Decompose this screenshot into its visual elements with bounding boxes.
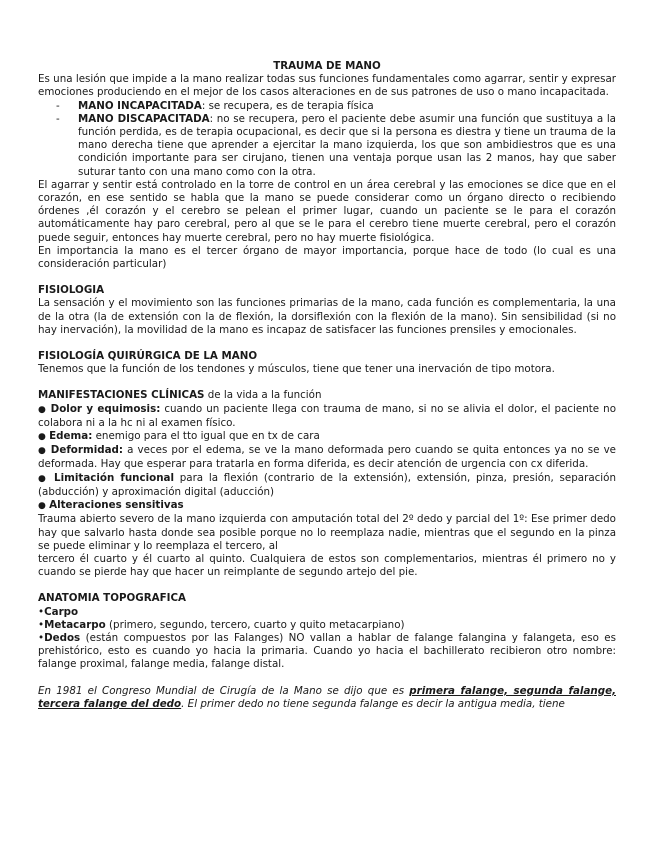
intro-paragraph: Es una lesión que impide a la mano realizar todas sus funciones fundamentales como agarrar, sentir y expresar emociones produciendo en el mejor de los casos alteraciones en de sus patrones de uso o mano incapacitada. [38, 73, 616, 99]
list-item: ● Dolor y equimosis: cuando un paciente llega con trauma de mano, si no se alivia el dolor, el paciente no colabora ni a la hc ni al examen físico. [38, 402, 616, 429]
closing-paragraph: En 1981 el Congreso Mundial de Cirugía de la Mano se dijo que es primera falange, segunda falange, tercera falange del dedo. El primer dedo no tiene segunda falange es decir la antigua media, tiene [38, 684, 616, 710]
list-item [38, 113, 616, 179]
list-item: ● Alteraciones sensitivas [38, 499, 184, 512]
page-title: TRAUMA DE MANO [273, 60, 381, 72]
bullet-icon: ● [38, 432, 46, 443]
bullet-icon: • [38, 618, 45, 631]
control-paragraph: El agarrar y sentir está controlado en la torre de control en un área cerebral y las emociones se dice que en el corazón, en ese sentido se habla que la mano se puede considerar como un órgano directo o recibiendo órdenes ,él corazón y el cerebro se pelean el primer lugar, cuando un paciente se le para el corazón automáticamente hay paro cerebral, pero al que se le para el cerebro tiene muerte cerebral, pero el corazón puede seguir, entonces hay muerte cerebral, pero no hay muerte fisiológica. [38, 178, 616, 244]
underlined-phrase: primera falange, segunda falange, tercera falange del dedo [38, 684, 616, 710]
document-page [38, 60, 616, 711]
trauma-paragraph: Trauma abierto severo de la mano izquierda con amputación total del 2º dedo y parcial del 1º: Ese primer dedo hay que salvarlo hasta donde sea posible porque no lo reemplaza nadie, mientras que el segundo en la pinza se puede eliminar y lo reemplaza el tercero, al [38, 513, 616, 552]
bullet-icon: ● [38, 501, 46, 512]
term-discapacitada: MANO DISCAPACITADA [78, 112, 210, 125]
bullet-icon: • [38, 631, 45, 644]
list-item [38, 100, 616, 113]
list-item: •Metacarpo (primero, segundo, tercero, cuarto y quito metacarpiano) [38, 618, 405, 631]
term-text: : se recupera, es de terapia física [201, 99, 374, 112]
dash-marker: - [56, 112, 60, 125]
list-item: ● Limitación funcional para la flexión (contrario de la extensión), extensión, pinza, presión, separación (abducción) y aproximación digital (aducción) [38, 471, 616, 498]
bullet-icon: ● [38, 446, 47, 457]
bullet-icon: • [38, 605, 45, 618]
term-text: : no se recupera, pero el paciente debe asumir una función que sustituya a la función perdida, es de terapia ocupacional, es decir que si la persona es diestra y tiene un trauma de la mano derecha tiene que aprender a ejercitar la mano izquierda, los que son ambidiestros que es una condición importante para ser cirujano, tienen una ventaja porque usan las 2 manos, hay que saber suturar tanto con una mano como con la otra. [78, 112, 616, 178]
manifestaciones-heading: MANIFESTACIONES CLÍNICAS de la vida a la función [38, 389, 322, 402]
dash-marker: - [56, 99, 60, 112]
bullet-icon: ● [38, 404, 47, 415]
fisiologia-paragraph: La sensación y el movimiento son las funciones primarias de la mano, cada función es complementaria, la una de la otra (la de extensión con la de flexión, la dorsiflexión con la flexión de la mano). Sin sensibilidad (si no hay inervación), la movilidad de la mano es incapaz de satisfacer las funciones prensiles y emocionales. [38, 297, 616, 336]
bullet-icon: ● [38, 473, 49, 484]
list-item: ● Deformidad: a veces por el edema, se ve la mano deformada pero cuando se quita entonces ya no se ve deformada. Hay que esperar para tratarla en forma diferida, es decir atención de urgencia con cx diferida. [38, 444, 617, 471]
importance-paragraph: En importancia la mano es el tercer órgano de mayor importancia, porque hace de todo (lo cual es una consideración particular) [38, 244, 616, 271]
list-item: •Carpo [38, 605, 79, 618]
fisiologia-quirurgica-heading: FISIOLOGÍA QUIRÚRGICA DE LA MANO [38, 350, 258, 363]
term-incapacitada: MANO INCAPACITADA [78, 99, 202, 112]
list-item: •Dedos (están compuestos por las Falanges) NO vallan a hablar de falange falangina y falangeta, eso es prehistórico, esto es cuando yo hacia la primaria. Cuando yo hacia el bachillerato recibieron otro nombre: falange proximal, falange media, falange distal. [38, 631, 616, 671]
fisiologia-heading: FISIOLOGIA [38, 284, 105, 297]
list-item: ● Edema: enemigo para el tto igual que en tx de cara [38, 430, 320, 443]
fisiologia-quirurgica-paragraph: Tenemos que la función de los tendones y músculos, tiene que tener una inervación de tipo motora. [38, 363, 555, 376]
trauma-paragraph-continued: tercero él cuarto y él cuarto al quinto. Cualquiera de estos son complementarios, mientras él primero no y cuando se pierde hay que hacer un reimplante de segundo artejo del pie. [38, 552, 616, 579]
anatomia-heading: ANATOMIA TOPOGRAFICA [38, 592, 186, 605]
